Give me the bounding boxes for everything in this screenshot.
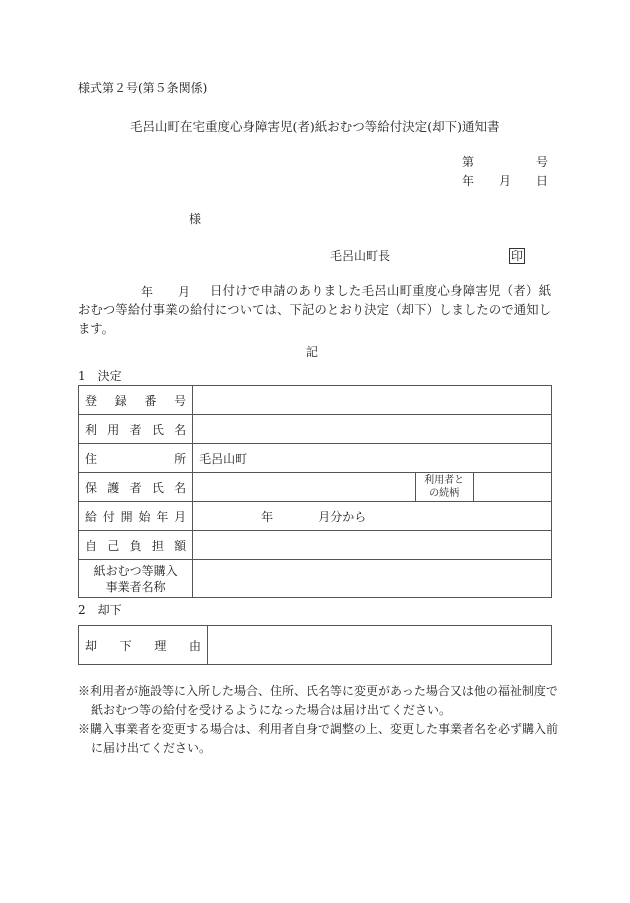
- section1-heading: 1 決定: [78, 369, 122, 383]
- date-month: 月: [499, 174, 512, 188]
- label-user-name: 利用者氏名: [79, 415, 193, 444]
- label-relation: 利用者との続柄: [415, 473, 473, 502]
- seal-mark: 印: [511, 249, 524, 263]
- date-year: 年: [462, 174, 475, 188]
- section2-heading: 2 却下: [78, 603, 122, 617]
- start-month-unit: 月分から: [318, 509, 367, 524]
- issuer: 毛呂山町長: [330, 249, 391, 263]
- form-id: 様式第２号(第５条関係): [78, 81, 208, 95]
- number-suffix: 号: [536, 155, 549, 169]
- ki-label: 記: [306, 345, 319, 359]
- addressee-suffix: 様: [189, 212, 202, 226]
- date-day: 日: [536, 174, 549, 188]
- body-text: 日付けで申請のありました毛呂山町重度心身障害児（者）紙おむつ等給付事業の給付については、下記のとおり決定（却下）しましたので通知します。: [78, 284, 551, 336]
- rejection-table: [78, 625, 552, 665]
- body-month: 月: [178, 285, 191, 299]
- copayment-field[interactable]: [193, 531, 552, 560]
- label-registration-number: 登録番号: [79, 386, 193, 415]
- start-month-field[interactable]: [193, 502, 552, 531]
- rejection-reason-field[interactable]: [208, 626, 552, 665]
- vendor-name-field[interactable]: [193, 560, 552, 598]
- registration-number-field[interactable]: [193, 386, 552, 415]
- page-title: 毛呂山町在宅重度心身障害児(者)紙おむつ等給付決定(却下)通知書: [130, 119, 500, 134]
- label-start-month: 給付開始年月: [79, 502, 193, 531]
- label-guardian-name: 保護者氏名: [79, 473, 193, 502]
- start-year-unit: 年: [261, 509, 274, 524]
- guardian-name-field[interactable]: [193, 473, 415, 502]
- label-rejection-reason: 却下理由: [79, 626, 208, 665]
- note-1: ※利用者が施設等に入所した場合、住所、氏名等に変更があった場合又は他の福祉制度で紙おむつ等の給付を受けるようになった場合は届け出てください。: [78, 684, 558, 717]
- label-address: 住所: [79, 444, 193, 473]
- relation-field[interactable]: [473, 473, 551, 502]
- number-prefix: 第: [462, 155, 475, 169]
- body-year: 年: [141, 285, 154, 299]
- note-2: ※購入事業者を変更する場合は、利用者自身で調整の上、変更した事業者名を必ず購入前に届け出てください。: [78, 722, 559, 755]
- address-field[interactable]: 毛呂山町: [193, 444, 552, 473]
- user-name-field[interactable]: [193, 415, 552, 444]
- decision-table: [78, 385, 552, 598]
- label-copayment: 自己負担額: [79, 531, 193, 560]
- label-vendor-name: 紙おむつ等購入 事業者名称: [79, 560, 193, 598]
